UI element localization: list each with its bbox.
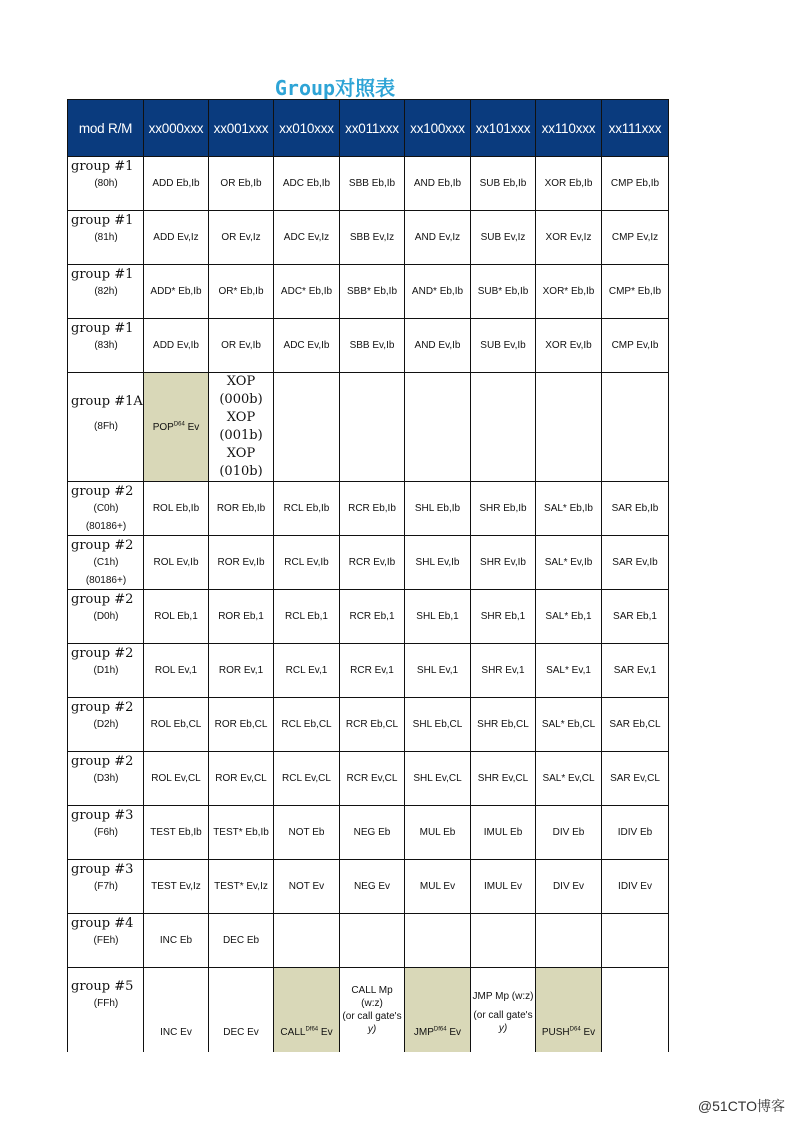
group-label: group #2 (D0h): [68, 590, 144, 644]
table-cell: RCL Eb,Ib: [274, 482, 340, 536]
group-label: group #2 (D2h): [68, 698, 144, 752]
table-row: [68, 373, 669, 482]
table-cell: SBB* Eb,Ib: [340, 265, 405, 319]
header-col: xx110xxx: [536, 100, 602, 157]
header-col: xx100xxx: [405, 100, 471, 157]
table-cell-call: $CALL^{Df64}$ Ev: [274, 968, 340, 1053]
group-label: group #2 (C0h) (80186+): [68, 482, 144, 536]
table-cell: ADC Ev,Ib: [274, 319, 340, 373]
table-cell: SAL* Ev,Ib: [536, 536, 602, 590]
table-cell: SAR Eb,1: [602, 590, 669, 644]
table-row: [68, 860, 669, 914]
table-cell: CMP Eb,Ib: [602, 157, 669, 211]
table-cell: ROL Eb,Ib: [144, 482, 209, 536]
table-cell: DIV Eb: [536, 806, 602, 860]
table-cell: ROL Eb,1: [144, 590, 209, 644]
table-cell: SAR Eb,Ib: [602, 482, 669, 536]
table-cell: OR Ev,Iz: [209, 211, 274, 265]
table-cell: SAR Ev,CL: [602, 752, 669, 806]
table-cell-call-mp: CALL Mp (w:z) (or call gate's y): [340, 968, 405, 1053]
table-cell: TEST* Eb,Ib: [209, 806, 274, 860]
table-cell: OR Ev,Ib: [209, 319, 274, 373]
table-cell: [340, 373, 405, 482]
table-cell: SHR Ev,1: [471, 644, 536, 698]
table-cell: SHR Ev,Ib: [471, 536, 536, 590]
header-col: xx111xxx: [602, 100, 669, 157]
table-cell: SAL* Eb,1: [536, 590, 602, 644]
table-cell: RCL Ev,Ib: [274, 536, 340, 590]
table-cell: INC Ev: [144, 968, 209, 1053]
table-cell: SHL Ev,Ib: [405, 536, 471, 590]
table-cell: [274, 373, 340, 482]
table-row: [68, 211, 669, 265]
table-cell: SHL Eb,1: [405, 590, 471, 644]
table-cell: MUL Eb: [405, 806, 471, 860]
table-row: [68, 752, 669, 806]
table-cell: TEST Eb,Ib: [144, 806, 209, 860]
table-cell: ROR Eb,1: [209, 590, 274, 644]
table-cell: SAL* Eb,CL: [536, 698, 602, 752]
table-cell: RCL Ev,CL: [274, 752, 340, 806]
group-label: group #1A (8Fh): [68, 373, 144, 482]
table-cell: XOR Ev,Iz: [536, 211, 602, 265]
table-cell: XOR Ev,Ib: [536, 319, 602, 373]
table-cell: RCR Ev,Ib: [340, 536, 405, 590]
watermark: @51CTO博客: [697, 1098, 785, 1114]
page-title: Group对照表: [274, 76, 396, 100]
header-row: [68, 100, 669, 157]
table-cell: DEC Ev: [209, 968, 274, 1053]
table-cell: IDIV Eb: [602, 806, 669, 860]
table-row: [68, 536, 669, 590]
table-cell: RCL Ev,1: [274, 644, 340, 698]
header-col: xx001xxx: [209, 100, 274, 157]
table-cell: OR* Eb,Ib: [209, 265, 274, 319]
table-row: [68, 319, 669, 373]
table-cell: NOT Ev: [274, 860, 340, 914]
table-cell: IDIV Ev: [602, 860, 669, 914]
table-cell: [405, 914, 471, 968]
table-cell: ADD Ev,Ib: [144, 319, 209, 373]
table-cell: [274, 914, 340, 968]
table-cell: ROL Eb,CL: [144, 698, 209, 752]
table-cell: CMP Ev,Ib: [602, 319, 669, 373]
table-cell: TEST* Ev,Iz: [209, 860, 274, 914]
table-row: [68, 806, 669, 860]
table-cell-pop: $POP^{D64}$ Ev: [144, 373, 209, 482]
group-label: group #1 (83h): [68, 319, 144, 373]
table-cell: ADD* Eb,Ib: [144, 265, 209, 319]
table-cell: NEG Eb: [340, 806, 405, 860]
table-cell: ADD Ev,Iz: [144, 211, 209, 265]
group-label: group #3 (F7h): [68, 860, 144, 914]
table-cell: SUB Eb,Ib: [471, 157, 536, 211]
table-cell: ROR Eb,CL: [209, 698, 274, 752]
table-cell: ROR Ev,CL: [209, 752, 274, 806]
table-cell: SAR Ev,Ib: [602, 536, 669, 590]
table-cell: DEC Eb: [209, 914, 274, 968]
table-cell: AND Ev,Ib: [405, 319, 471, 373]
table-cell: [602, 373, 669, 482]
table-cell: RCR Ev,CL: [340, 752, 405, 806]
group-label: group #5 (FFh): [68, 968, 144, 1053]
table-cell-jmp: $JMP^{Df64}$ Ev: [405, 968, 471, 1053]
table-cell: [471, 373, 536, 482]
table-cell: SBB Eb,Ib: [340, 157, 405, 211]
table-cell: DIV Ev: [536, 860, 602, 914]
table-cell: RCR Eb,CL: [340, 698, 405, 752]
table-cell: ADC Ev,Iz: [274, 211, 340, 265]
table-cell: SHL Eb,CL: [405, 698, 471, 752]
group-label: group #1 (80h): [68, 157, 144, 211]
table-cell: MUL Ev: [405, 860, 471, 914]
table-cell: SHL Ev,CL: [405, 752, 471, 806]
table-cell: INC Eb: [144, 914, 209, 968]
group-label: group #4 (FEh): [68, 914, 144, 968]
table-cell: SAR Eb,CL: [602, 698, 669, 752]
table-row: [68, 968, 669, 1053]
table-row: [68, 157, 669, 211]
table-cell: [340, 914, 405, 968]
table-cell: IMUL Ev: [471, 860, 536, 914]
table-cell: ROL Ev,Ib: [144, 536, 209, 590]
table-cell: IMUL Eb: [471, 806, 536, 860]
table-cell: SHR Eb,1: [471, 590, 536, 644]
group-label: group #1 (82h): [68, 265, 144, 319]
table-cell: SBB Ev,Iz: [340, 211, 405, 265]
table-row: [68, 698, 669, 752]
table-cell: SUB Ev,Iz: [471, 211, 536, 265]
table-cell: XOR Eb,Ib: [536, 157, 602, 211]
table-cell: [405, 373, 471, 482]
table-cell: XOR* Eb,Ib: [536, 265, 602, 319]
table-cell: SHL Eb,Ib: [405, 482, 471, 536]
group-label: group #1 (81h): [68, 211, 144, 265]
header-col: xx101xxx: [471, 100, 536, 157]
table-cell: SAR Ev,1: [602, 644, 669, 698]
table-cell: ROL Ev,1: [144, 644, 209, 698]
table-cell: SHR Eb,CL: [471, 698, 536, 752]
table-row: [68, 590, 669, 644]
table-cell: ROR Ev,Ib: [209, 536, 274, 590]
table-cell: RCR Eb,1: [340, 590, 405, 644]
header-col: xx000xxx: [144, 100, 209, 157]
table-cell: [602, 914, 669, 968]
header-col: xx010xxx: [274, 100, 340, 157]
table-cell: ROL Ev,CL: [144, 752, 209, 806]
table-cell: CMP* Eb,Ib: [602, 265, 669, 319]
table-cell: SAL* Ev,1: [536, 644, 602, 698]
table-cell: AND* Eb,Ib: [405, 265, 471, 319]
table-row: [68, 644, 669, 698]
table-cell: SBB Ev,Ib: [340, 319, 405, 373]
table-cell: RCL Eb,CL: [274, 698, 340, 752]
table-cell: SAL* Eb,Ib: [536, 482, 602, 536]
group-label: group #3 (F6h): [68, 806, 144, 860]
table-cell: NEG Ev: [340, 860, 405, 914]
table-cell: TEST Ev,Iz: [144, 860, 209, 914]
table-cell: SUB* Eb,Ib: [471, 265, 536, 319]
table-cell: SAL* Ev,CL: [536, 752, 602, 806]
table-cell-jmp-mp: JMP Mp (w:z) (or call gate's y): [471, 968, 536, 1053]
table-cell: RCR Eb,Ib: [340, 482, 405, 536]
table-cell: CMP Ev,Iz: [602, 211, 669, 265]
table-cell: AND Ev,Iz: [405, 211, 471, 265]
group-label: group #2 (C1h) (80186+): [68, 536, 144, 590]
table-row: [68, 914, 669, 968]
table-cell: [471, 914, 536, 968]
table-cell-push: $PUSH^{D64}$ Ev: [536, 968, 602, 1053]
group-label: group #2 (D3h): [68, 752, 144, 806]
table-cell: RCR Ev,1: [340, 644, 405, 698]
table-row: [68, 482, 669, 536]
table-cell: NOT Eb: [274, 806, 340, 860]
table-cell: ROR Eb,Ib: [209, 482, 274, 536]
table-cell: SHR Eb,Ib: [471, 482, 536, 536]
table-cell: AND Eb,Ib: [405, 157, 471, 211]
table-cell: ROR Ev,1: [209, 644, 274, 698]
table-cell: [536, 373, 602, 482]
table-cell: RCL Eb,1: [274, 590, 340, 644]
table-cell-xop: XOP (000b) XOP (001b) XOP (010b): [209, 373, 274, 482]
table-row: [68, 265, 669, 319]
header-col: xx011xxx: [340, 100, 405, 157]
group-label: group #2 (D1h): [68, 644, 144, 698]
header-mod-rm: mod R/M: [68, 100, 144, 157]
table-cell: ADD Eb,Ib: [144, 157, 209, 211]
table-cell: ADC Eb,Ib: [274, 157, 340, 211]
group-table: [67, 99, 669, 1052]
table-cell: SHL Ev,1: [405, 644, 471, 698]
table-cell: [536, 914, 602, 968]
table-cell: ADC* Eb,Ib: [274, 265, 340, 319]
table-cell: SHR Ev,CL: [471, 752, 536, 806]
table-cell: SUB Ev,Ib: [471, 319, 536, 373]
table-cell: [602, 968, 669, 1053]
table-cell: OR Eb,Ib: [209, 157, 274, 211]
